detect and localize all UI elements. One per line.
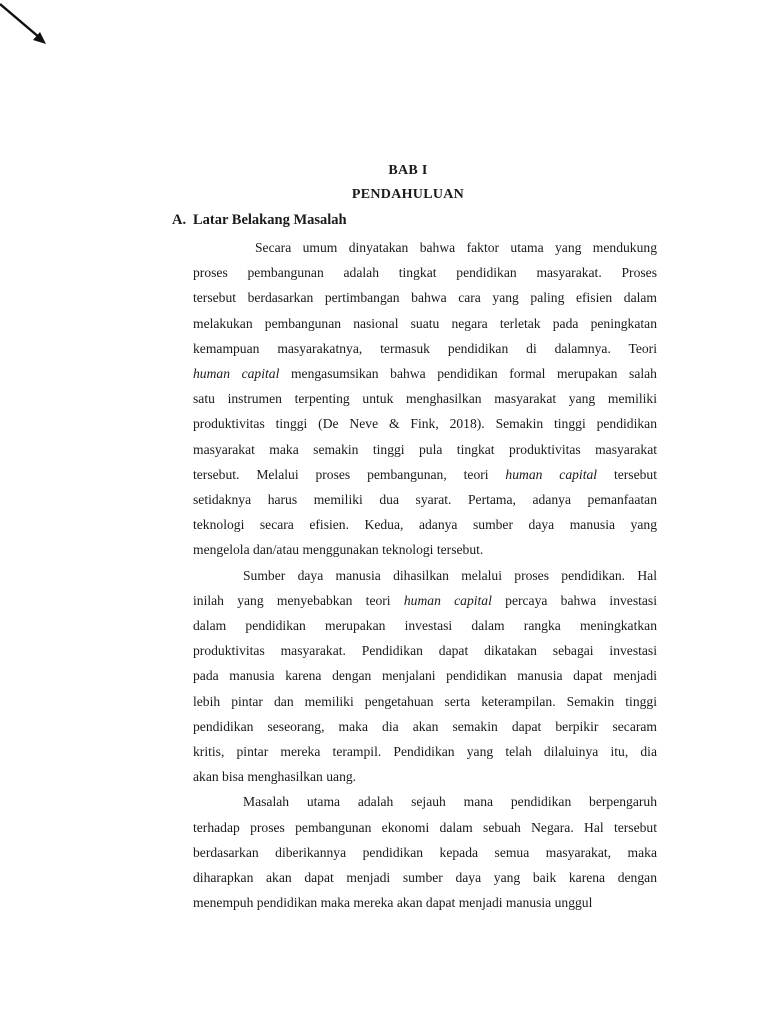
text-segment: pada manusia karena dengan menjalani pendidikan manusia dapat menjadi: [193, 668, 657, 684]
text-segment: diharapkan akan dapat menjadi sumber daya yang baik karena dengan: [193, 870, 657, 886]
text-line: [193, 361, 657, 386]
text-segment: tersebut berdasarkan pertimbangan bahwa cara yang paling efisien dalam: [193, 290, 657, 306]
text-segment: menempuh pendidikan maka mereka akan dapat menjadi manusia unggul: [193, 895, 593, 911]
text-segment: kemampuan masyarakatnya, termasuk pendidikan di dalamnya. Teori: [193, 340, 657, 356]
text-segment: terhadap proses pembangunan ekonomi dalam sebuah Negara. Hal tersebut: [193, 819, 657, 835]
text-segment: mengasumsikan bahwa pendidikan formal merupakan salah: [279, 366, 657, 382]
text-line: [193, 235, 657, 260]
text-segment: pendidikan seseorang, maka dia akan semakin dapat berpikir secaram: [193, 718, 657, 734]
text-segment: satu instrumen terpenting untuk menghasilkan masyarakat yang memiliki: [193, 391, 657, 407]
text-segment: dalam pendidikan merupakan investasi dalam rangka meningkatkan: [193, 618, 657, 634]
text-line: [193, 260, 657, 285]
text-segment: lebih pintar dan memiliki pengetahuan serta keterampilan. Semakin tinggi: [193, 693, 657, 709]
text-segment: melakukan pembangunan nasional suatu negara terletak pada peningkatan: [193, 315, 657, 331]
text-segment: kritis, pintar mereka terampil. Pendidikan yang telah dilaluinya itu, dia: [193, 744, 657, 760]
section-letter: A.: [172, 212, 187, 228]
text-line: [193, 588, 657, 613]
text-line: [193, 336, 657, 361]
text-segment: setidaknya harus memiliki dua syarat. Pertama, adanya pemanfaatan: [193, 492, 657, 508]
text-segment: percaya bahwa investasi: [491, 592, 657, 608]
text-segment: produktivitas tinggi (De Neve & Fink, 2018). Semakin tinggi pendidikan: [193, 416, 657, 432]
text-line: [193, 512, 657, 537]
text-line: [193, 689, 657, 714]
text-line: [193, 285, 657, 310]
body-paragraph: [193, 789, 657, 915]
text-line: [193, 386, 657, 411]
italic-term: human capital: [505, 466, 598, 482]
text-line: [193, 890, 657, 915]
text-line: [193, 613, 657, 638]
text-segment: mengelola dan/atau menggunakan teknologi tersebut.: [193, 542, 484, 558]
chapter-title: PENDAHULUAN: [351, 187, 465, 202]
text-segment: teknologi secara efisien. Kedua, adanya sumber daya manusia yang: [193, 517, 657, 533]
text-line: [193, 840, 657, 865]
text-segment: proses pembangunan adalah tingkat pendidikan masyarakat. Proses: [193, 265, 657, 281]
text-segment: tersebut. Melalui proses pembangunan, teori: [193, 466, 506, 482]
text-segment: akan bisa menghasilkan uang.: [193, 769, 357, 785]
section-title: Latar Belakang Masalah: [193, 212, 347, 228]
text-segment: masyarakat maka semakin tinggi pula tingkat produktivitas masyarakat: [193, 441, 657, 457]
text-line: [193, 437, 657, 462]
text-segment: Sumber daya manusia dihasilkan melalui proses pendidikan. Hal: [243, 567, 657, 583]
text-segment: Masalah utama adalah sejauh mana pendidikan berpengaruh: [243, 794, 657, 810]
text-line: [193, 487, 657, 512]
text-line: [193, 311, 657, 336]
text-line: [193, 563, 657, 588]
text-line: [193, 663, 657, 688]
chapter-number: BAB I: [388, 163, 428, 178]
text-line: [193, 764, 657, 789]
text-line: [193, 462, 657, 487]
text-segment: inilah yang menyebabkan teori: [193, 592, 404, 608]
text-segment: Secara umum dinyatakan bahwa faktor utama yang mendukung: [255, 240, 657, 255]
body-paragraph: [193, 235, 657, 563]
text-segment: berdasarkan diberikannya pendidikan kepada semua masyarakat, maka: [193, 844, 657, 860]
text-line: [193, 638, 657, 663]
italic-term: human capital: [193, 366, 280, 382]
section-heading: [172, 212, 347, 229]
body-text: [193, 235, 657, 915]
text-line: [193, 537, 657, 562]
italic-term: human capital: [403, 592, 492, 608]
text-line: [193, 739, 657, 764]
text-line: [193, 411, 657, 436]
text-segment: produktivitas masyarakat. Pendidikan dapat dikatakan sebagai investasi: [193, 643, 657, 659]
body-paragraph: [193, 563, 657, 790]
text-line: [193, 789, 657, 814]
text-segment: tersebut: [597, 466, 657, 482]
arrow-cursor-icon: [0, 0, 60, 60]
text-line: [193, 865, 657, 890]
text-line: [193, 714, 657, 739]
text-line: [193, 815, 657, 840]
